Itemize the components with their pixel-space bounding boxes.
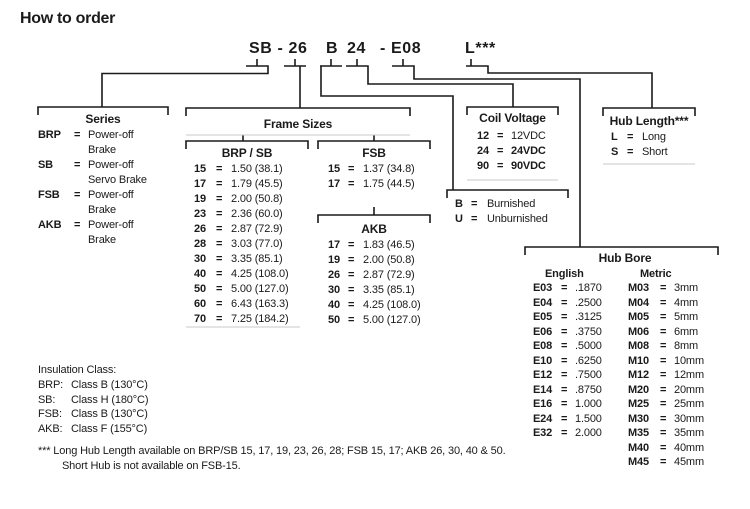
bore-value: 6mm (674, 325, 698, 338)
hub-length-value: Short (642, 146, 668, 158)
bore-value: 3mm (674, 282, 698, 294)
bore-code: M08 (628, 340, 649, 352)
footnote-line2: Short Hub is not available on FSB-15. (62, 460, 241, 472)
equals-sign: = (627, 131, 634, 143)
size-code: 26 (194, 223, 206, 235)
equals-sign: = (561, 383, 568, 396)
voltage-value: 12VDC (511, 130, 546, 142)
table-row (186, 222, 308, 237)
size-value: 3.35 (85.1) (231, 253, 283, 265)
equals-sign: = (660, 398, 667, 410)
insulation-class-value: Class B (130°C) (71, 378, 148, 391)
equals-sign: = (561, 282, 568, 294)
size-value: 7.25 (184.2) (231, 313, 289, 325)
akb-bracket (318, 207, 430, 223)
equals-sign: = (660, 282, 667, 294)
size-code: 60 (194, 298, 206, 310)
table-row (628, 354, 725, 369)
equals-sign: = (561, 398, 568, 410)
bore-code: E16 (533, 398, 553, 410)
size-code: 19 (194, 193, 206, 205)
table-row (628, 412, 725, 427)
equals-sign: = (216, 208, 223, 220)
brpsb-column (186, 146, 308, 327)
bore-code: M12 (628, 369, 649, 381)
size-code: 40 (194, 268, 206, 280)
table-row (533, 281, 621, 296)
bore-code: M06 (628, 325, 649, 338)
akb-title: AKB (361, 222, 387, 236)
bore-code: E24 (533, 412, 553, 425)
insulation-series-label: FSB: (38, 408, 62, 421)
equals-sign: = (216, 193, 223, 205)
equals-sign: = (561, 325, 568, 338)
equals-sign: = (348, 178, 355, 190)
footnote-line1: *** Long Hub Length available on BRP/SB 15, 17, 19, 23, 26, 28; FSB 15, 17; AKB 26, 30, 40 & 50. (38, 445, 506, 457)
equals-sign: = (561, 340, 568, 352)
size-value: 4.25 (108.0) (231, 268, 289, 280)
table-row (533, 339, 621, 354)
size-value: 1.75 (44.5) (363, 178, 415, 190)
table-row (628, 397, 725, 412)
size-value: 3.03 (77.0) (231, 238, 283, 250)
bore-value: 12mm (674, 369, 704, 381)
equals-sign: = (561, 369, 568, 381)
bore-value: .2500 (575, 296, 602, 309)
voltage-code: 90 (477, 160, 489, 172)
hub-bore-metric-column (628, 267, 725, 470)
insulation-rows (38, 378, 148, 437)
metric-rows (628, 281, 725, 470)
bore-value: 8mm (674, 340, 698, 352)
insulation-class-block (38, 363, 148, 437)
table-row (186, 267, 308, 282)
bore-code: M45 (628, 456, 649, 468)
bore-value: .3125 (575, 311, 602, 323)
equals-sign: = (216, 268, 223, 280)
series-description-line1: Power-off (88, 129, 134, 141)
burnish-code: B (455, 198, 463, 210)
part-number-segment-bore: - E08 (380, 40, 422, 57)
equals-sign: = (216, 223, 223, 235)
part-number-segment-burnish: B (326, 40, 339, 57)
table-row (533, 412, 621, 427)
bore-value: 1.000 (575, 398, 602, 410)
size-code: 28 (194, 238, 206, 250)
table-row (186, 237, 308, 252)
series-row (38, 128, 168, 158)
burnish-rows (447, 197, 568, 227)
series-box (38, 112, 168, 248)
hub-length-box (603, 114, 695, 160)
insulation-class-value: Class H (180°C) (71, 393, 149, 406)
series-description-line2: Brake (88, 144, 116, 156)
equals-sign: = (74, 129, 81, 141)
bore-code: M20 (628, 383, 649, 396)
brpsb-title: BRP / SB (221, 146, 273, 160)
table-row (628, 426, 725, 441)
table-row (447, 197, 568, 212)
size-value: 3.35 (85.1) (363, 284, 415, 296)
equals-sign: = (497, 145, 504, 157)
burnish-code: U (455, 213, 463, 225)
equals-sign: = (660, 456, 667, 468)
coil-voltage-title: Coil Voltage (479, 111, 546, 125)
table-row (318, 162, 430, 177)
bore-value: 35mm (674, 427, 704, 439)
bore-code: M25 (628, 398, 649, 410)
bore-value: .8750 (575, 383, 602, 396)
english-header: English (545, 268, 584, 280)
series-description-line1: Power-off (88, 159, 134, 171)
series-row (38, 218, 168, 248)
insulation-row (38, 422, 148, 437)
size-code: 26 (328, 269, 340, 281)
table-row (533, 310, 621, 325)
bore-code: M40 (628, 441, 649, 454)
table-row (628, 455, 725, 470)
hub-length-title: Hub Length*** (609, 114, 689, 128)
equals-sign: = (497, 130, 504, 142)
table-row (533, 296, 621, 311)
table-row (318, 253, 430, 268)
metric-header: Metric (640, 268, 672, 280)
connector-sb-to-series (102, 59, 268, 107)
part-number-segment-series: SB - 26 (249, 40, 308, 57)
table-row (318, 238, 430, 253)
equals-sign: = (216, 283, 223, 295)
equals-sign: = (74, 219, 81, 231)
equals-sign: = (348, 299, 355, 311)
burnish-value: Unburnished (487, 213, 548, 225)
series-code: BRP (38, 129, 61, 141)
equals-sign: = (660, 369, 667, 381)
table-row (628, 296, 725, 311)
table-row (628, 281, 725, 296)
table-row (318, 283, 430, 298)
size-value: 5.00 (127.0) (231, 283, 289, 295)
equals-sign: = (561, 311, 568, 323)
size-code: 50 (328, 314, 340, 326)
series-description (88, 218, 134, 248)
table-row (628, 310, 725, 325)
bore-value: 5mm (674, 311, 698, 323)
equals-sign: = (74, 189, 81, 201)
insulation-heading: Insulation Class: (38, 364, 117, 376)
table-row (186, 282, 308, 297)
bore-code: M10 (628, 354, 649, 367)
table-row (186, 252, 308, 267)
series-description (88, 128, 134, 158)
size-code: 15 (194, 163, 206, 175)
bore-code: M30 (628, 412, 649, 425)
size-code: 17 (328, 178, 340, 190)
bore-value: .6250 (575, 354, 602, 367)
table-row (318, 177, 430, 192)
equals-sign: = (561, 412, 568, 425)
burnish-value: Burnished (487, 198, 536, 210)
table-row (603, 145, 695, 160)
series-rows (38, 128, 168, 248)
table-row (467, 159, 558, 174)
connector-26-to-frame (284, 59, 306, 108)
table-row (533, 383, 621, 398)
bore-value: 4mm (674, 296, 698, 309)
table-row (318, 298, 430, 313)
series-description (88, 158, 147, 188)
fsb-column (318, 146, 430, 192)
equals-sign: = (660, 296, 667, 309)
hub-bore-english-column (533, 267, 621, 470)
size-value: 5.00 (127.0) (363, 314, 421, 326)
size-code: 23 (194, 208, 206, 220)
table-row (186, 207, 308, 222)
insulation-row (38, 393, 148, 408)
insulation-class-value: Class F (155°C) (71, 423, 148, 436)
equals-sign: = (216, 253, 223, 265)
burnish-box (447, 197, 568, 227)
series-description-line1: Power-off (88, 219, 134, 231)
insulation-row (38, 378, 148, 393)
brpsb-rows (186, 162, 308, 327)
table-row (628, 325, 725, 340)
equals-sign: = (561, 427, 568, 439)
size-code: 17 (328, 239, 340, 251)
table-row (533, 426, 621, 441)
fsb-title: FSB (362, 146, 386, 160)
table-row (186, 162, 308, 177)
equals-sign: = (348, 269, 355, 281)
english-rows (533, 281, 621, 441)
bore-value: 30mm (674, 412, 704, 425)
bore-code: E05 (533, 311, 553, 323)
size-code: 40 (328, 299, 340, 311)
bore-value: 40mm (674, 441, 704, 454)
size-value: 4.25 (108.0) (363, 299, 421, 311)
equals-sign: = (660, 340, 667, 352)
equals-sign: = (216, 313, 223, 325)
equals-sign: = (216, 238, 223, 250)
size-value: 1.50 (38.1) (231, 163, 283, 175)
insulation-row (38, 407, 148, 422)
bore-value: .5000 (575, 340, 602, 352)
coil-voltage-rows (467, 129, 558, 174)
akb-column (318, 222, 430, 328)
table-row (318, 313, 430, 328)
insulation-series-label: AKB: (38, 423, 63, 436)
equals-sign: = (471, 213, 478, 225)
table-row (467, 129, 558, 144)
insulation-series-label: BRP: (38, 378, 64, 391)
equals-sign: = (348, 284, 355, 296)
part-number-segment-hublen: L*** (465, 40, 496, 57)
table-row (533, 397, 621, 412)
series-description (88, 188, 134, 218)
bore-code: E10 (533, 354, 553, 367)
bore-value: .1870 (575, 282, 602, 294)
series-row (38, 188, 168, 218)
table-row (628, 368, 725, 383)
size-code: 19 (328, 254, 340, 266)
equals-sign: = (471, 198, 478, 210)
size-code: 70 (194, 313, 206, 325)
footnote-block (38, 444, 506, 474)
table-row (628, 339, 725, 354)
series-description-line2: Brake (88, 234, 116, 246)
fsb-rows (318, 162, 430, 192)
hub-bore-title: Hub Bore (598, 251, 652, 265)
bore-code: E06 (533, 325, 553, 338)
hub-length-value: Long (642, 131, 666, 143)
voltage-code: 12 (477, 130, 489, 142)
table-row (186, 177, 308, 192)
bore-value: .7500 (575, 369, 602, 381)
table-row (467, 144, 558, 159)
size-value: 1.83 (46.5) (363, 239, 415, 251)
table-row (186, 192, 308, 207)
equals-sign: = (497, 160, 504, 172)
hub-length-code: L (611, 131, 618, 143)
table-row (447, 212, 568, 227)
table-row (533, 354, 621, 369)
series-code: FSB (38, 189, 60, 201)
part-number-segment-voltage: 24 (347, 40, 366, 57)
akb-rows (318, 238, 430, 328)
bore-code: E14 (533, 383, 553, 396)
voltage-value: 90VDC (511, 160, 546, 172)
bore-code: M03 (628, 282, 649, 294)
equals-sign: = (627, 146, 634, 158)
table-row (533, 368, 621, 383)
equals-sign: = (348, 254, 355, 266)
frame-bracket (186, 108, 410, 116)
bore-code: M05 (628, 311, 649, 323)
equals-sign: = (348, 239, 355, 251)
coil-voltage-box (467, 111, 558, 174)
size-code: 30 (328, 284, 340, 296)
size-value: 1.37 (34.8) (363, 163, 415, 175)
hub-bore-columns (525, 267, 725, 470)
bore-code: M04 (628, 296, 649, 309)
equals-sign: = (660, 354, 667, 367)
insulation-class-value: Class B (130°C) (71, 408, 148, 421)
bore-code: E08 (533, 340, 553, 352)
hub-length-code: S (611, 146, 619, 158)
hub-bore-box (525, 251, 725, 470)
hub-length-rows (603, 130, 695, 160)
series-description-line2: Brake (88, 204, 116, 216)
size-value: 2.87 (72.9) (231, 223, 283, 235)
frame-sizes-box (186, 117, 410, 131)
table-row (318, 268, 430, 283)
table-row (186, 312, 308, 327)
size-code: 30 (194, 253, 206, 265)
equals-sign: = (74, 159, 81, 171)
table-row (186, 297, 308, 312)
bore-value: 1.500 (575, 412, 602, 425)
bore-value: .3750 (575, 325, 602, 338)
equals-sign: = (660, 383, 667, 396)
table-row (603, 130, 695, 145)
bore-code: M35 (628, 427, 649, 439)
bore-value: 25mm (674, 398, 704, 410)
insulation-series-label: SB: (38, 393, 56, 406)
equals-sign: = (348, 314, 355, 326)
series-title: Series (85, 112, 121, 126)
size-code: 50 (194, 283, 206, 295)
voltage-code: 24 (477, 145, 489, 157)
equals-sign: = (216, 298, 223, 310)
bore-value: 45mm (674, 456, 704, 468)
equals-sign: = (348, 163, 355, 175)
page-title: How to order (20, 10, 116, 27)
bore-code: E03 (533, 282, 553, 294)
size-value: 1.79 (45.5) (231, 178, 283, 190)
series-description-line2: Servo Brake (88, 174, 147, 186)
equals-sign: = (660, 427, 667, 439)
equals-sign: = (216, 163, 223, 175)
frame-sizes-title: Frame Sizes (263, 117, 333, 131)
series-code: AKB (38, 219, 62, 231)
size-value: 2.00 (50.8) (363, 254, 415, 266)
bore-value: 20mm (674, 383, 704, 396)
table-row (628, 441, 725, 456)
series-description-line1: Power-off (88, 189, 134, 201)
size-value: 2.00 (50.8) (231, 193, 283, 205)
size-code: 17 (194, 178, 206, 190)
series-code: SB (38, 159, 53, 171)
equals-sign: = (561, 354, 568, 367)
size-value: 6.43 (163.3) (231, 298, 289, 310)
bore-value: 10mm (674, 354, 704, 367)
table-row (533, 325, 621, 340)
size-value: 2.87 (72.9) (363, 269, 415, 281)
voltage-value: 24VDC (511, 145, 546, 157)
table-row (628, 383, 725, 398)
bore-code: E04 (533, 296, 553, 309)
equals-sign: = (216, 178, 223, 190)
equals-sign: = (561, 296, 568, 309)
bore-code: E12 (533, 369, 553, 381)
bore-code: E32 (533, 427, 553, 439)
size-code: 15 (328, 163, 340, 175)
equals-sign: = (660, 325, 667, 338)
equals-sign: = (660, 311, 667, 323)
bore-value: 2.000 (575, 427, 602, 439)
series-row (38, 158, 168, 188)
equals-sign: = (660, 441, 667, 454)
size-value: 2.36 (60.0) (231, 208, 283, 220)
equals-sign: = (660, 412, 667, 425)
